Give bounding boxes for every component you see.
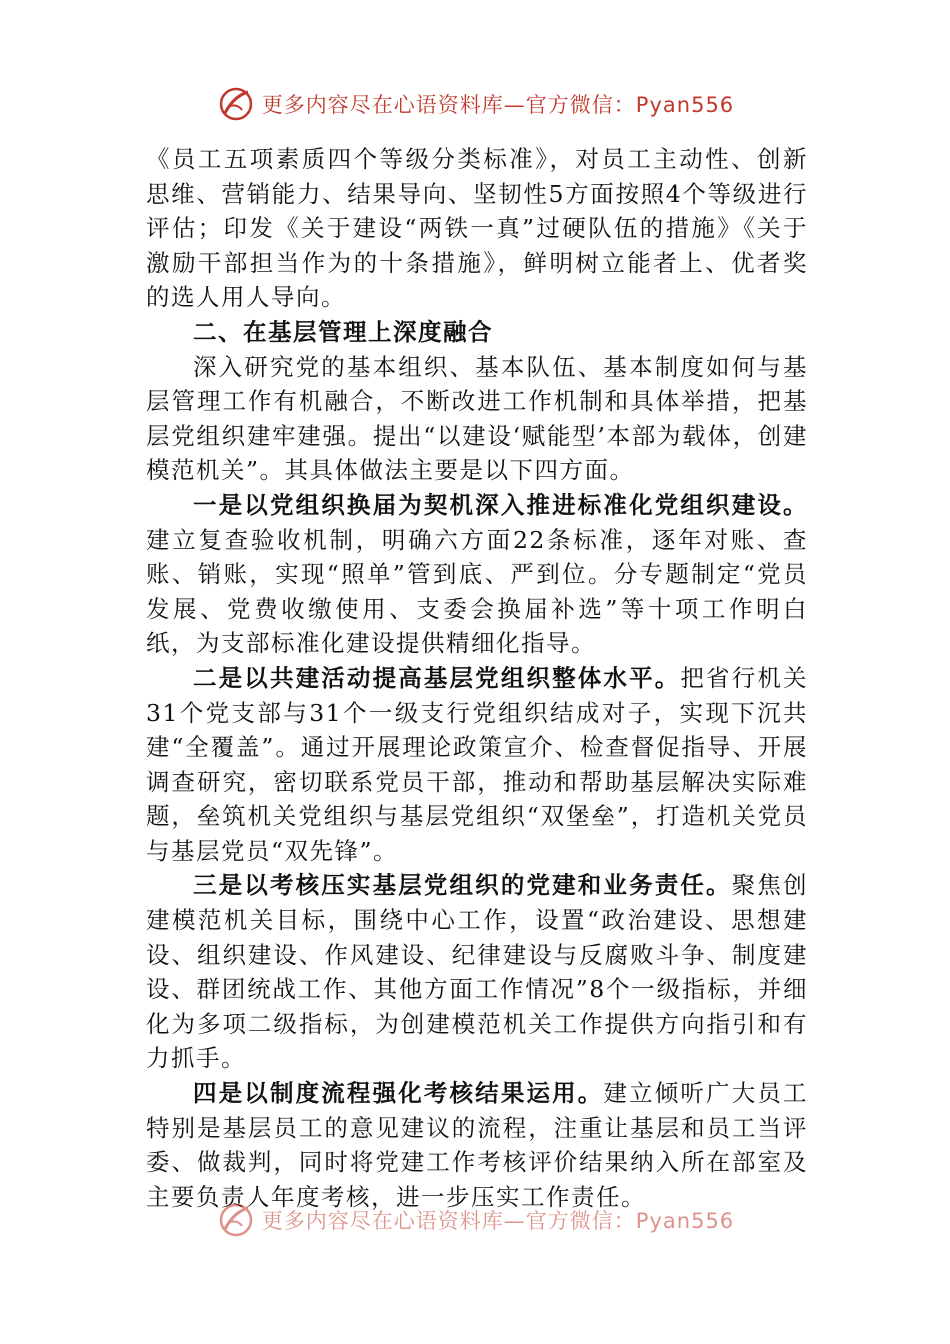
- watermark-header: [0, 82, 950, 126]
- point-lead: 四是以制度流程强化考核结果运用。: [193, 1079, 604, 1108]
- paragraph-text: 建立复查验收机制，明确六方面22条标准，逐年对账、查账、销账，实现“照单”管到底、严到位。分专题制定“党员发展、党费收缴使用、支委会换届补选”等十项工作明白纸，为支部标准化建设提供精细化指导。: [146, 525, 808, 658]
- watermark-footer: [0, 1198, 950, 1242]
- paragraph-text: 把省行机关31个党支部与31个一级支行党组织结成对子，实现下沉共建“全覆盖”。通过开展理论政策宣介、检查督促指导、开展调查研究，密切联系党员干部，推动和帮助基层解决实际难题，垒筑机关党组织与基层党组织“双堡垒”，打造机关党员与基层党员“双先锋”。: [146, 663, 808, 865]
- paragraph-text: 《员工五项素质四个等级分类标准》，对员工主动性、创新思维、营销能力、结果导向、坚韧性5方面按照4个等级进行评估；印发《关于建设“两铁一真”过硬队伍的措施》《关于激励干部担当作为的十条措施》，鲜明树立能者上、优者奖的选人用人导向。: [146, 145, 808, 312]
- heading-text: 二、在基层管理上深度融合: [193, 317, 493, 346]
- watermark-text: 更多内容尽在心语资料库—官方微信：Pyan556: [261, 1209, 735, 1233]
- paragraph-point-2: [146, 661, 808, 869]
- paragraph-text: 建立倾听广大员工特别是基层员工的意见建议的流程，注重让基层和员工当评委、做裁判，同时将党建工作考核评价结果纳入所在部室及主要负责人年度考核，进一步压实工作责任。: [146, 1079, 809, 1211]
- point-lead: 三是以考核压实基层党组织的党建和业务责任。: [193, 871, 732, 900]
- paragraph-text: 深入研究党的基本组织、基本队伍、基本制度如何与基层管理工作有机融合，不断改进工作机制和具体举措，把基层党组织建牢建强。提出“以建设‘赋能型’本部为载体，创建模范机关”。其具体做法主要是以下四方面。: [146, 352, 808, 485]
- paragraph-point-3: [146, 868, 808, 1076]
- watermark-text: 更多内容尽在心语资料库—官方微信：Pyan556: [261, 93, 735, 117]
- section-heading: [146, 315, 808, 350]
- point-lead: 一是以党组织换届为契机深入推进标准化党组织建设。: [193, 490, 808, 519]
- watermark-logo-icon: [216, 1200, 256, 1240]
- watermark-logo-icon: [216, 84, 256, 124]
- document-body: [146, 142, 808, 1214]
- paragraph-point-4: [146, 1076, 808, 1214]
- paragraph-intro: [146, 142, 808, 315]
- paragraph-overview: [146, 350, 808, 488]
- paragraph-text: 聚焦创建模范机关目标，围绕中心工作，设置“政治建设、思想建设、组织建设、作风建设、纪律建设与反腐败斗争、制度建设、群团统战工作、其他方面工作情况”8个一级指标，并细化为多项二级指标，为创建模范机关工作提供方向指引和有力抓手。: [146, 871, 809, 1073]
- paragraph-point-1: [146, 488, 808, 661]
- point-lead: 二是以共建活动提高基层党组织整体水平。: [193, 663, 681, 692]
